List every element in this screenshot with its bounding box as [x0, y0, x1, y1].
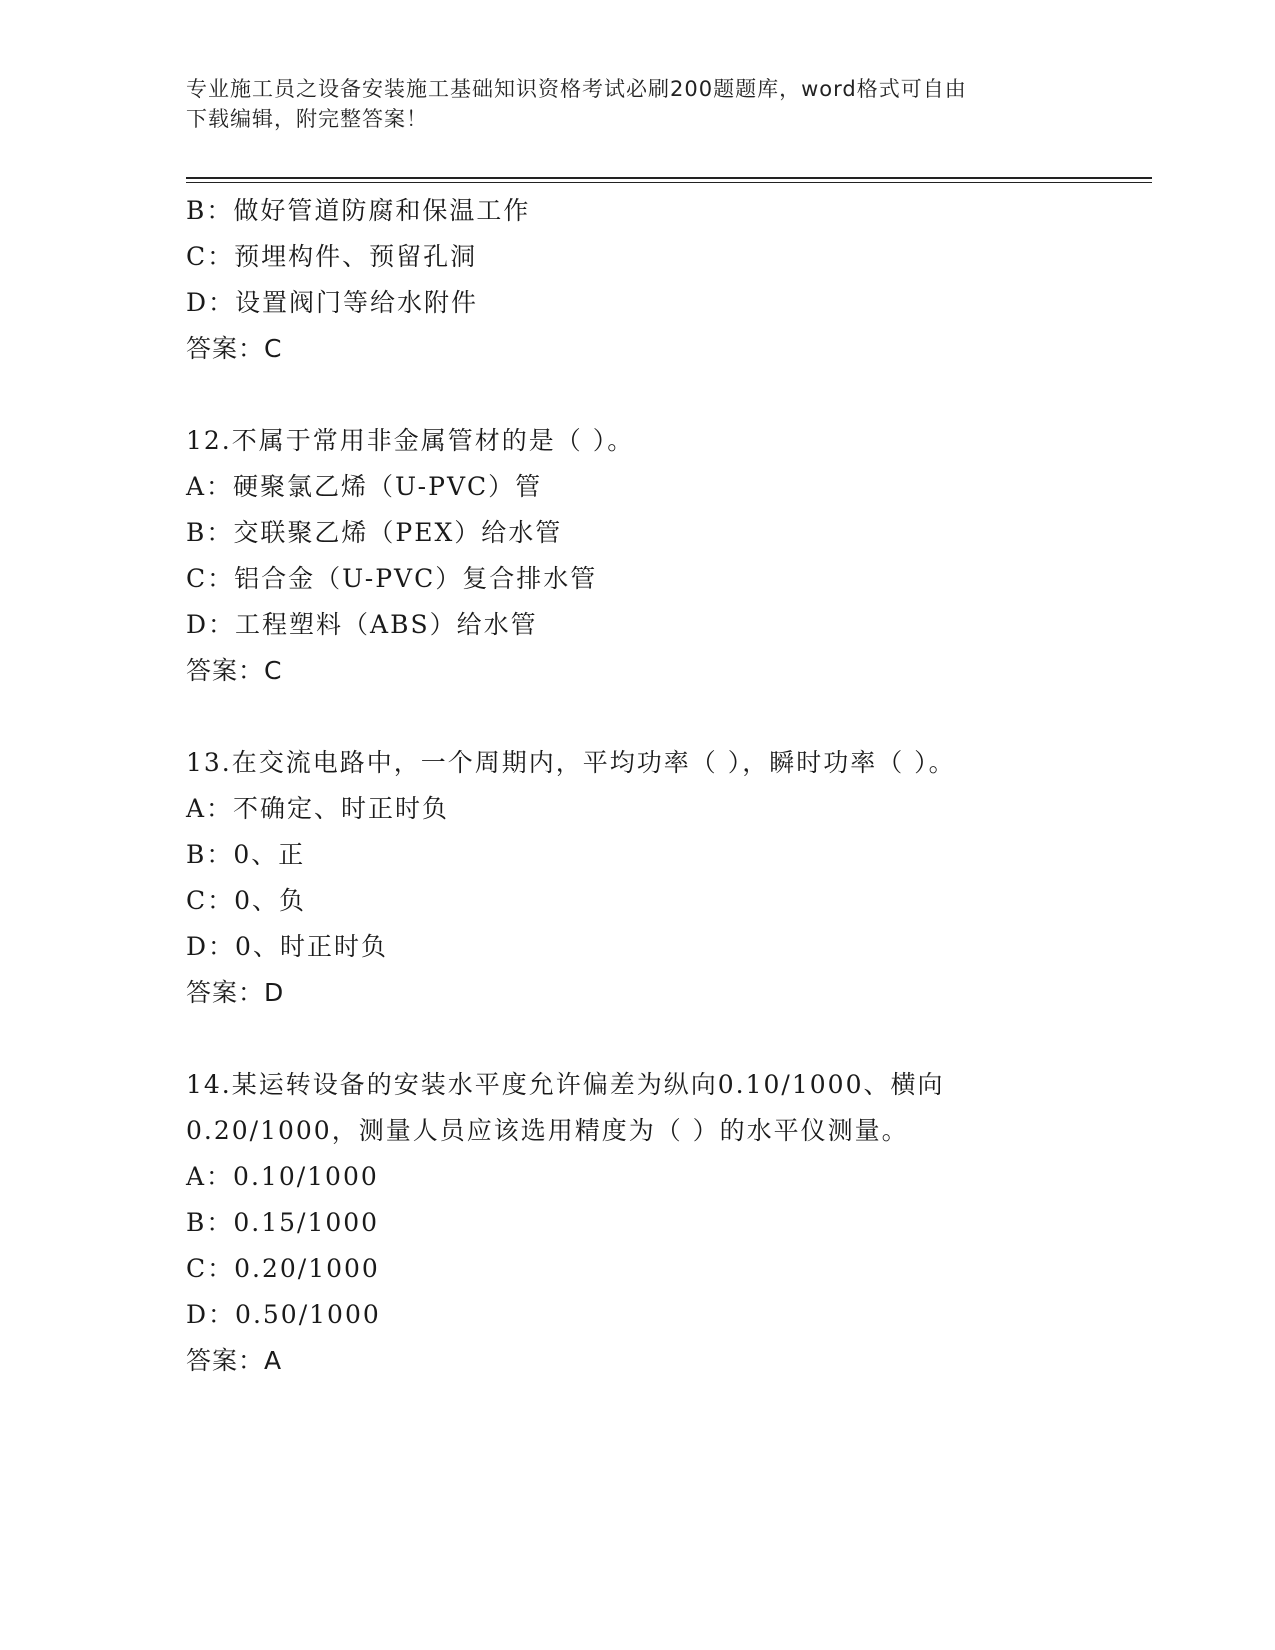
option-d: D：0、时正时负	[186, 932, 388, 961]
document-header	[186, 74, 1066, 134]
option-a: A：0.10/1000	[186, 1162, 379, 1191]
answer-line: 答案：C	[186, 334, 283, 363]
spacer	[186, 694, 1152, 740]
spacer	[186, 372, 1152, 418]
option-b: B：交联聚乙烯（PEX）给水管	[186, 518, 563, 547]
answer-line: 答案：C	[186, 656, 283, 685]
option-a: A：硬聚氯乙烯（U-PVC）管	[186, 472, 543, 501]
question-stem-line-2: 0.20/1000，测量人员应该选用精度为（ ）的水平仪测量。	[186, 1116, 909, 1145]
option-d: D：工程塑料（ABS）给水管	[186, 610, 538, 639]
spacer	[186, 1016, 1152, 1062]
option-a: A：不确定、时正时负	[186, 794, 450, 823]
answer-line: 答案：D	[186, 978, 285, 1007]
question-continued	[186, 188, 1152, 372]
option-b: B：0.15/1000	[186, 1208, 380, 1237]
header-line-2: 下载编辑，附完整答案！	[186, 107, 428, 131]
option-b: B：0、正	[186, 840, 306, 869]
header-divider-thick	[186, 177, 1152, 179]
question-14	[186, 1062, 1152, 1384]
option-b: B：做好管道防腐和保温工作	[186, 196, 531, 225]
question-stem: 12.不属于常用非金属管材的是（ ）。	[186, 426, 635, 455]
question-list	[186, 188, 1152, 1384]
question-13	[186, 740, 1152, 1016]
option-c: C：0.20/1000	[186, 1254, 380, 1283]
header-divider-thin	[186, 182, 1152, 183]
header-line-1: 专业施工员之设备安装施工基础知识资格考试必刷200题题库，word格式可自由	[186, 77, 967, 101]
option-d: D：0.50/1000	[186, 1300, 381, 1329]
option-d: D：设置阀门等给水附件	[186, 288, 479, 317]
answer-line: 答案：A	[186, 1346, 283, 1375]
option-c: C：预埋构件、预留孔洞	[186, 242, 478, 271]
question-stem-line-1: 14.某运转设备的安装水平度允许偏差为纵向0.10/1000、横向	[186, 1070, 945, 1099]
option-c: C：0、负	[186, 886, 307, 915]
option-c: C：铝合金（U-PVC）复合排水管	[186, 564, 598, 593]
question-12	[186, 418, 1152, 694]
question-stem: 13.在交流电路中，一个周期内，平均功率（ ），瞬时功率（ ）。	[186, 748, 956, 777]
